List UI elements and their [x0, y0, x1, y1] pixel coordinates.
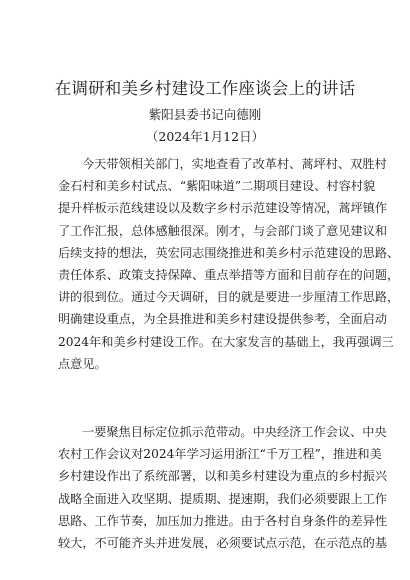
document-date: （2024年1月12日）	[145, 129, 265, 144]
text-line: 思路、工作节奏，加压加力推进。由于各村自身条件的差异性	[58, 513, 388, 528]
text-line: 今天带领相关部门，实地查看了改革村、蒿坪村、双胜村	[82, 157, 387, 171]
text-line: 点意见。	[58, 356, 107, 371]
text-line: 金石村和美乡村试点、“紫阳味道”二期项目建设、村容村貌	[58, 179, 376, 194]
text-line: 讲的很到位。通过今天调研，目的就是要进一步厘清工作思路，	[58, 290, 400, 305]
text-line: 乡村建设作出了系统部署，以和美乡村建设为重点的乡村振兴	[58, 469, 388, 484]
document-title: 在调研和美乡村建设工作座谈会上的讲话	[54, 79, 356, 98]
text-line: 农村工作会议对2024年学习运用浙江“千万工程”，推进和美	[58, 447, 382, 462]
text-line: 了工作汇报，总体感触很深。刚才，与会部门谈了意见建议和	[58, 223, 388, 238]
document-author: 紫阳县委书记向德刚	[148, 107, 262, 122]
text-line: 2024年和美乡村建设工作。在大家发言的基础上，我再强调三	[58, 334, 394, 349]
text-line: 较大，不可能齐头并进发展，必须要试点示范，在示范点的基	[58, 535, 388, 550]
text-line: 提升样板示范线建设以及数字乡村示范建设等情况，蒿坪镇作	[58, 201, 388, 216]
paragraph-1	[58, 153, 400, 375]
text-line: 责任体系、政策支持保障、重点举措等方面和目前存在的问题，	[58, 267, 400, 282]
text-line: 一要聚焦目标定位抓示范带动。中央经济工作会议、中央	[82, 425, 387, 439]
text-line: 明确建设重点，为全县推进和美乡村建设提供参考，全面启动	[58, 312, 388, 327]
text-line: 后续支持的想法，英宏同志围绕推进和美乡村示范建设的思路、	[58, 245, 400, 260]
paragraph-2	[58, 421, 388, 554]
text-line: 战略全面进入攻坚期、提质期、提速期，我们必须要跟上工作	[58, 491, 388, 506]
